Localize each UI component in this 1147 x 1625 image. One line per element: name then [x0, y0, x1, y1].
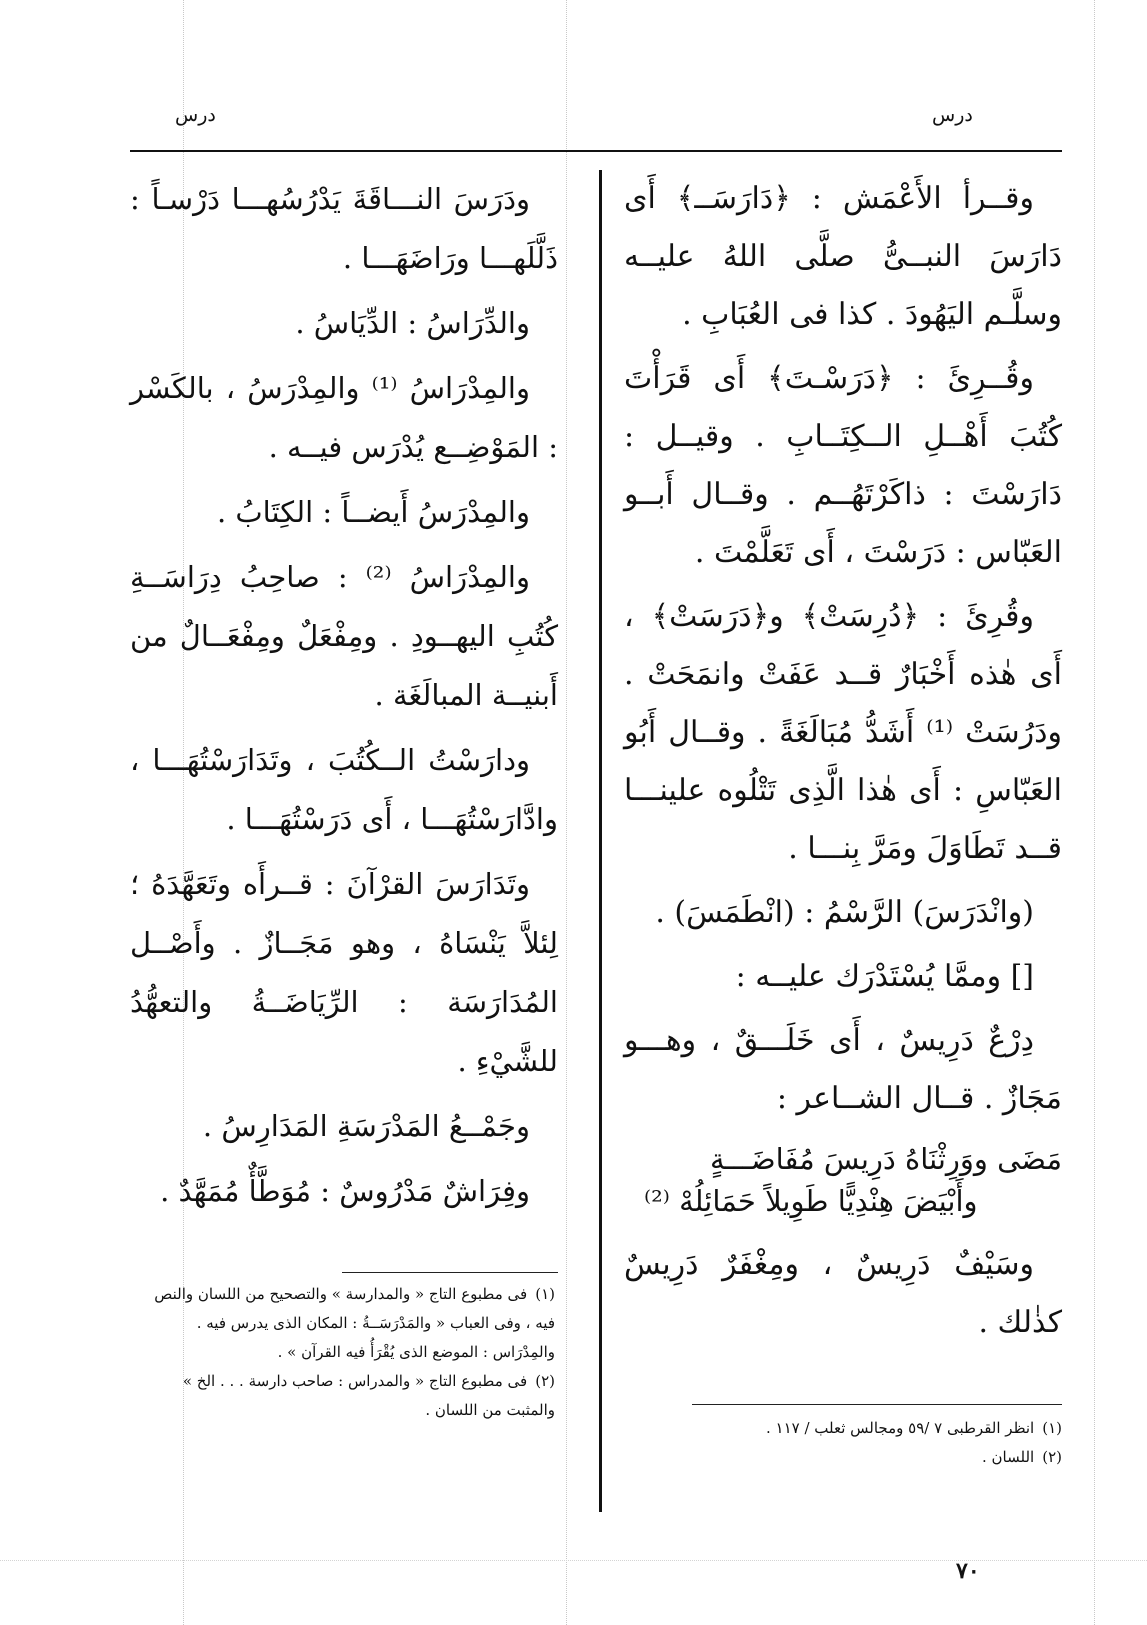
- footnote-rule-right: [692, 1404, 1062, 1405]
- scan-guide-line: [566, 0, 567, 1625]
- entry-paragraph: وقُــرِئَ : ﴿دَرَسْـتَ﴾ أَى قَرَأْتَ كُتُبَ أَهْــلِ الــكِتَــابِ . وقيــل : دَارَسْتَ : ذاكَرْتَهُــم . وقــال أَبــو العَبّاس : دَرَسْتَ ، أَى تَعَلَّمْتَ .: [624, 361, 1062, 570]
- column-divider: [599, 170, 602, 1512]
- running-head-left: درس: [175, 104, 216, 126]
- entry-paragraph: والمِدْرَاسُ ⁽²⁾ : صاحِبُ دِرَاسَــةِ كُتُبِ اليهــودِ . ومِفْعَلٌ ومِفْعَــالٌ من أَبنيــة المبالَغَة .: [130, 560, 558, 712]
- entry-paragraph: وقُرِئَ : ﴿دُرِسَتْ﴾ و﴿دَرَسَتْ﴾ ، أَى هٰذه أَخْبَارٌ قــد عَفَتْ وانمَحَتْ . ودَرُسَتْ ⁽¹⁾ أَشَدُّ مُبَالَغَةً . وقــال أَبُو العَبّاسِ : أَى هٰذا الَّذِى تَتْلُوه علينـــا قــد تَطَاوَلَ ومَرَّ بِنـــا .: [624, 599, 1062, 866]
- footnote: (١)انظر القرطبى ٧ /٥٩ ومجالس ثعلب / ١١٧ .: [765, 1419, 1062, 1437]
- entry-paragraph: ودَرَسَ النـــاقَةَ يَدْرُسُهـــا دَرْسـاً : ذَلَّلَهـــا ورَاضَهَـــا .: [130, 182, 558, 275]
- footnote: (٢)اللسان .: [982, 1448, 1062, 1466]
- entry-paragraph: دِرْعٌ دَرِيسٌ ، أَى خَلَـــقٌ ، وهـــو مَجَازٌ . قــال الشــاعر :: [624, 1023, 1062, 1116]
- page-number: ٧٠: [956, 1558, 980, 1584]
- entry-paragraph: والدِّرَاسُ : الدِّيَاسُ .: [295, 306, 530, 340]
- footnotes-left: [130, 1280, 555, 1425]
- entry-paragraph: وفِرَاشٌ مَدْرُوسٌ : مُوَطَّأٌ مُمَهَّدٌ .: [160, 1174, 530, 1208]
- footnote: (٢)فى مطبوع التاج « والمدراس : صاحب دارسة . . . الخ » والمثبت من اللسان .: [182, 1372, 555, 1419]
- poem-verse: [624, 1138, 1062, 1222]
- verse-line-1: مَضَى ووَرِثْنَاهُ دَرِيسَ مُفَاضَـــةٍ: [709, 1142, 1062, 1176]
- running-head-right: درس: [932, 104, 973, 126]
- entry-paragraph: (وانْدَرَسَ) الرَّسْمُ : (انْطَمَسَ) .: [655, 895, 1034, 930]
- entry-paragraph: وجَمْــعُ المَدْرَسَةِ المَدَارِسُ .: [202, 1109, 530, 1143]
- footnote-rule-left: [342, 1272, 558, 1273]
- entry-paragraph: ودارَسْتُ الــكُتُبَ ، وتَدَارَسْتُهَـــا ، وادَّارَسْتُهَـــا ، أَى دَرَسْتُهَـــا .: [130, 743, 558, 836]
- entry-paragraph: وسَيْفٌ دَرِيسٌ ، ومِغْفَرٌ دَرِيسٌ كذٰلك .: [624, 1247, 1062, 1340]
- verse-line-2: وأَبْيَضَ هِنْدِيًّا طَوِيلاً حَمَائِلُهْ ⁽²⁾: [644, 1184, 978, 1218]
- right-column: [624, 170, 1062, 1358]
- scan-guide-line: [1094, 0, 1095, 1625]
- entry-paragraph: وقــرأ الأَعْمَش : ﴿دَارَسَــ﴾ أَى دَارَسَ النبــىُّ صلَّى اللهُ عليــه وسلَّـم اليَهُودَ . كذا فى العُبَابِ .: [624, 181, 1062, 332]
- footnotes-right: [690, 1414, 1062, 1472]
- footnote: (١)فى مطبوع التاج « والمدارسة » والتصحيح من اللسان والنص فيه ، وفى العباب « والمَدْرَسَــةُ : المكان الذى يدرس فيه . والمِدْرَاس : الموضع الذى يُقْرَأُ فيه القرآن » .: [154, 1285, 555, 1361]
- entry-paragraph: والمِدْرَسُ أَيضــاً : الكِتَابُ .: [216, 495, 530, 529]
- header-rule: [130, 150, 1062, 152]
- entry-paragraph: [] وممَّا يُسْتَدْرَك عليــه :: [735, 959, 1034, 994]
- entry-paragraph: والمِدْرَاسُ ⁽¹⁾ والمِدْرَسُ ، بالكَسْر : المَوْضِــع يُدْرَس فيــه .: [130, 371, 558, 464]
- left-column: [130, 170, 558, 1227]
- entry-paragraph: وتَدَارَسَ القرْآنَ : قــرأَه وتَعَهَّدَهُ ؛ لِئلاَّ يَنْسَاهُ ، وهو مَجَــازٌ . وأَصْــل المُدَارَسَة : الرِّيَاضَــةُ والتعهُّدُ للشَّيْءِ .: [130, 867, 558, 1078]
